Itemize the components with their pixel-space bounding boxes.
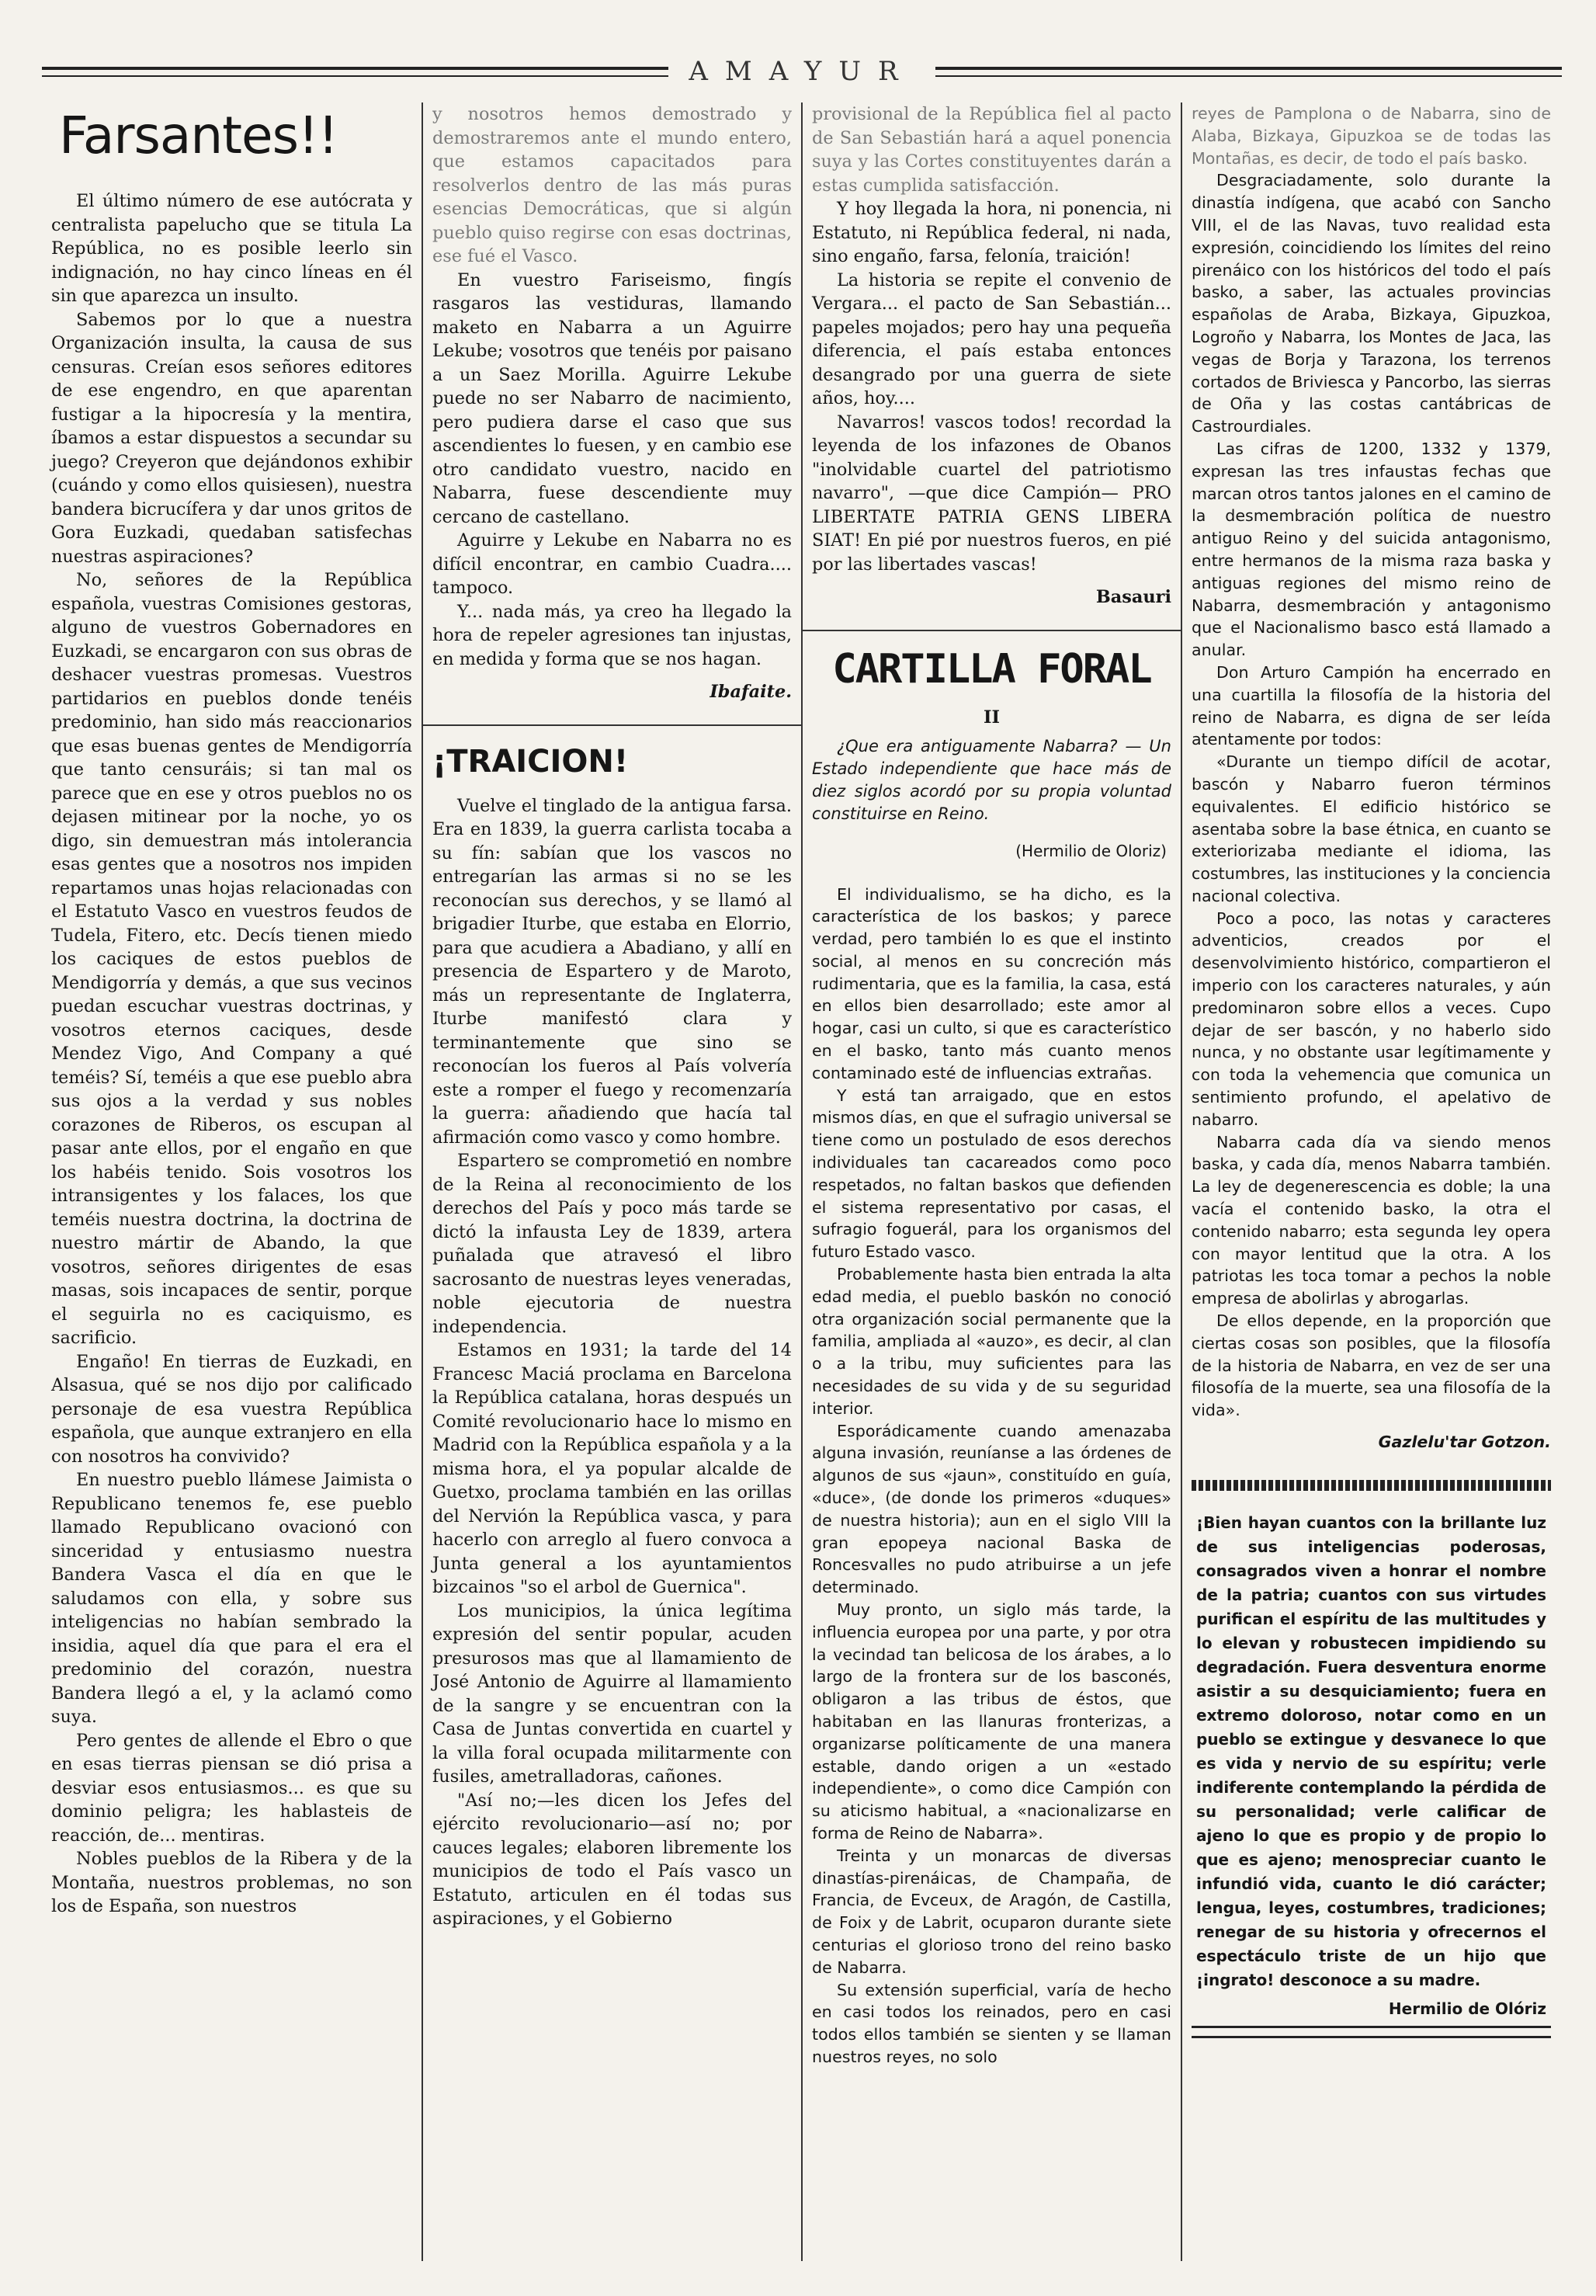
cartilla-paragraph: Y está tan arraigado, que en estos mismos días, en que el sufragio universal se tiene como un postulado de esos derechos individuales tan cacareados como poco respetados, no faltan baskos que defienden el sistema representativo por casas, el sufragio foguerál, para los organismos del futuro Estado vasco. [812, 1085, 1171, 1262]
section-divider [423, 724, 801, 726]
cartilla-paragraph: Nabarra cada día va siendo menos baska, y cada día, menos Nabarra también. La ley de degenerescencia es doble; la una vacía el contenido basko, la otra el contenido nabarro; esta segunda ley opera con mayor lentitud que la otra. A los patriotas les toca tomar a pechos la noble empresa de abolirlas y abrogarlas. [1192, 1132, 1551, 1308]
farsantes-paragraph: En nuestro pueblo llámese Jaimista o Republicano tenemos fe, ese pueblo llamado Republicano ovacionó con sinceridad y entusiasmo nuestra Bandera Vasca el día en que le saludamos con ella, y sobre sus inteligencias no habían sembrado la insidia, aquel día que para el era el predominio del corazón, nuestra Bandera llegó a el, y la aclamó como suya. [51, 1470, 412, 1727]
cartilla-signature: Gazlelu'tar Gotzon. [1378, 1433, 1551, 1452]
article-title-traicion: ¡TRAICION! [432, 743, 629, 780]
farsantes-paragraph: Pero gentes de allende el Ebro o que en esas tierras piensan se dió prisa a desviar esos entusiasmos... es que su dominio peligra; les hablasteis de reacción, de... mentiras. [51, 1730, 412, 1846]
cartilla-paragraph: Treinta y un monarcas de diversas dinastías-pirenáicas, de Champaña, de Francia, de Evceux, de Aragón, de Castilla, de Foix y de Labrit, ocuparon durante siete centurias el glorioso trono del reino basko de Nabarra. [812, 1846, 1171, 1977]
column-1 [42, 102, 422, 2261]
traicion-paragraph: Navarros! vascos todos! recordad la leyenda de los infazones de Obanos "inolvidable cuartel del patriotismo navarro", —que dice Campión— PRO LIBERTATE PATRIA GENS LIBERA SIAT! En pié por nuestros fueros, en pié por las libertades vascas! [812, 412, 1171, 575]
section-divider [803, 630, 1181, 631]
traicion-paragraph: Espartero se comprometió en nombre de la Reina al reconocimiento de los derechos del País y poco más tarde se dictó la infausta Ley de 1839, artera puñalada que atravesó el libro sacrosanto de nuestras leyes veneradas, noble ejecutoria de nuestra independencia. [432, 1151, 792, 1337]
column-2 [422, 102, 801, 2261]
traicion-paragraph: Vuelve el tinglado de la antigua farsa. Era en 1839, la guerra carlista tocaba a su fín: sabían que los vascos no entregarían las armas si no se les reconocían sus derechos, y se llamó al brigadier Iturbe, que estaba en Elorrio, para que acudiera a Abadiano, y allí en presencia de Espartero y de Maroto, más un representante de Inglaterra, Iturbe manifestó clara y terminantemente que sino se reconocían los fueros al País volvería este a romper el fuego y recomenzaría la guerra: añadiendo que hacía tal afirmación como vasco y como hombre. [432, 795, 792, 1148]
traicion-paragraph: Estamos en 1931; la tarde del 14 Francesc Maciá proclama en Barcelona la República catalana, horas después un Comité revolucionario hace lo mismo en Madrid con la República española y a la misma hora, el ya popular alcalde de Guetxo, proclama también en las orillas del Nervión la República vasca, y para hacerlo con arreglo al fuero convoca a Junta general a los ayuntamientos bizcainos "so el arbol de Guernica". [432, 1340, 792, 1597]
cartilla-paragraph: De ellos depende, en la proporción que ciertas cosas son posibles, que la filosofía de la historia de Nabarra, en vez de ser una filosofía de la muerte, sea una filosofía de la vida». [1192, 1311, 1551, 1420]
traicion-paragraph: provisional de la República fiel al pacto de San Sebastián hará a aquel ponencia suya y las Cortes constituyentes darán a estas cumplida satisfacción. [812, 104, 1171, 196]
farsantes-paragraph: y nosotros hemos demostrado y demostraremos ante el mundo entero, que estamos capacitados para resolverlos dentro de las más puras esencias Democráticas, que si algún pueblo quiso regirse con esas doctrinas, ese fué el Vasco. [432, 104, 792, 266]
cartilla-paragraph: Poco a poco, las notas y caracteres adventicios, creados por el desenvolvimiento histórico, compartieron el imperio con los caracteres naturales, y aún predominaron sobre ellos a veces. Cupo dejar de ser bascón, y no haberlo sido nunca, y no obstante usar legítimamente y con toda la vehemencia que comunica un sentimiento profundo, el apelativo de nabarro. [1192, 908, 1551, 1129]
traicion-paragraph: Los municipios, la única legítima expresión del sentir popular, acuden presurosos mas que al llamamiento de José Antonio de Aguirre al llamamiento de la sangre y se encuentran con la Casa de Juntas convertida en cuartel y la villa foral ocupada militarmente con fusiles, ametralladoras, cañones. [432, 1600, 792, 1787]
dotted-divider [1192, 1480, 1551, 1491]
cartilla-part-number: II [984, 707, 1000, 728]
farsantes-paragraph: En vuestro Fariseismo, fingís rasgaros las vestiduras, llamando maketo en Nabarra a un Aguirre Lekube; vosotros que tenéis por paisano a un Saez Morilla. Aguirre Lekube puede no ser Nabarro de nacimiento, pero pudiera darse el caso que sus ascendientes lo fuesen, y en cambio ese otro candidato vuestro, nacido en Nabarra, fuese descendiente muy cercano de castellano. [432, 269, 792, 527]
quote-signature: Hermilio de Olóriz [1388, 1999, 1546, 2018]
article-title-cartilla-foral: CARTILLA FORAL [832, 645, 1151, 693]
cartilla-paragraph: Su extensión superficial, varía de hecho en casi todos los reinados, pero en casi todos ellos también se sienten y se llaman nuestros reyes, no solo [812, 1980, 1171, 2066]
farsantes-paragraph: Engaño! En tierras de Euzkadi, en Alsasua, qué se nos dijo por calificado personaje de esa vuestra República española, que aunque extranjero en ella con nosotros ha convivido? [51, 1351, 412, 1467]
cartilla-paragraph: El individualismo, se ha dicho, es la característica de los baskos; y parece verdad, pero también lo es que el instinto social, al menos en su concreción más rudimentaria, que es la familia, la casa, está en ellos bien desarrollado; este amor al hogar, casi un culto, si que es característico en el basko, tanto más cuanto menos contaminado esté de influencias extrañas. [812, 884, 1171, 1082]
traicion-paragraph: La historia se repite el convenio de Vergara... el pacto de San Sebastián... papeles mojados; pero hay una pequeña diferencia, el país estaba entonces desangrado por una guerra de siete años, hoy.... [812, 269, 1171, 408]
column-4 [1181, 102, 1560, 2261]
traicion-signature: Basauri [1095, 587, 1171, 607]
columns [42, 102, 1562, 2261]
cartilla-paragraph: Probablemente hasta bien entrada la alta edad media, el pueblo baskón no conoció otra organización social permanente que la familia, ampliada al «auzo», es decir, al clan o a la tribu, muy suficientes para las necesidades de su vida y de su seguridad interior. [812, 1265, 1171, 1418]
farsantes-paragraph: El último número de ese autócrata y centralista papelucho que se titula La República, no es posible leerlo sin indignación, no hay cinco líneas en él sin que aparezca un insulto. [51, 191, 412, 306]
double-rule-divider [1192, 2026, 1551, 2038]
cartilla-paragraph: «Durante un tiempo difícil de acotar, bascón y Nabarro fueron términos equivalentes. El edificio histórico se asentaba sobre la base étnica, en cuanto se exteriorizaba mediante el idioma, las costumbres, las instituciones y la conciencia nacional colectiva. [1192, 752, 1551, 905]
farsantes-signature: Ibafaite. [710, 682, 792, 702]
traicion-paragraph: "Así no;—les dicen los Jefes del ejército revolucionario—así no; por cauces legales; elaboren libremente los municipios de todo el País vasco un Estatuto, articulen en él todas sus aspiraciones, y el Gobierno [432, 1790, 792, 1929]
cartilla-paragraph: reyes de Pamplona o de Nabarra, sino de Alaba, Bizkaya, Gipuzkoa se de todas las Montañas, es decir, de todo el país basko. [1192, 104, 1551, 168]
farsantes-paragraph: Sabemos por lo que a nuestra Organización insulta, la causa de sus censuras. Creían esos señores editores de ese engendro, en que aparentan fustigar a la hipocresía y la mentira, íbamos a estar dispuestos a secundar su juego? Creyeron que dejándonos exhibir (cuándo y como ellos quisiesen), nuestra bandera bicrucífera y dar unos gritos de Gora Euzkadi, quedaban satisfechas nuestras aspiraciones? [51, 309, 412, 567]
traicion-paragraph: Y hoy llegada la hora, ni ponencia, ni Estatuto, ni República federal, ni nada, sino engaño, farsa, felonía, traición! [812, 199, 1171, 266]
cartilla-attribution: (Hermilio de Oloriz) [1015, 842, 1167, 860]
article-title-farsantes: Farsantes!! [59, 106, 338, 165]
column-3 [801, 102, 1181, 2261]
cartilla-paragraph: Muy pronto, un siglo más tarde, la influencia europea por una parte, y por otra la vecindad tan belicosa de los árabes, a lo largo de la frontera sur de los basconés, obligaron a las tribus de éstos, que habitaban en las llanuras fronterizas, a organizarse políticamente de una manera estable, dando origen a un «estado independiente», o como dice Campión con su aticismo habitual, a «nacionalizarse en forma de Reino de Nabarra». [812, 1600, 1171, 1843]
farsantes-paragraph: No, señores de la República española, vuestras Comisiones gestoras, alguno de vuestros Gobernadores en Euzkadi, se encargaron con sus obras de deshacer vuestras promesas. Vuestros partidarios en pueblos donde tenéis predominio, han sido más reaccionarios que esas buenas gentes de Mendigorría que tanto censuráis; si tan mal os parece que en ese y otros pueblos no os dejasen mitinear por la noche, yo os digo, sin demuestran más intolerancia esas gentes que a nosotros nos impiden repartamos unas hojas relacionadas con el Estatuto Vasco en vuestros feudos de Tudela, Fitero, etc. Decís tienen miedo los caciques de estos pueblos de Mendigorría y demás, a que sus vecinos puedan escuchar vuestras doctrinas, y vosotros eternos caciques, desde Mendez Vigo, And Company a qué teméis? Sí, teméis a que ese pueblo abra sus ojos a la verdad y sus nobles corazones de Riberos, os escupan al pasar ante ellos, por el engaño en que los habéis tenido. Sois vosotros los intransigentes y los falaces, los que teméis nuestra doctrina, la doctrina de nuestro mártir de Abando, la que vosotros, señores dirigentes de esas masas, sois incapaces de sentir, porque el seguirla no es caciquismo, es sacrificio. [51, 570, 412, 1348]
masthead-rule-left [42, 67, 668, 77]
quote-text: ¡Bien hayan cuantos con la brillante luz de sus inteligencias poderosas, consagrados viven a honrar el nombre de la patria; cuantos con sus virtudes purifican el espíritu de las multitudes y lo elevan y robustecen impidiendo su degradación. Fuera desventura enorme asistir a su desquiciamiento; fuera en extremo doloroso, notar como en un pueblo se extingue y desvanece lo que es vida y nervio de su espíritu; verle indiferente contemplando la pérdida de su personalidad; verle calificar de ajeno lo que es propio y de propio lo que es ajeno; menospreciar cuanto le infundió vida, cuanto le dió carácter; lengua, leyes, costumbres, tradiciones; renegar de su historia y ofrecernos el espectáculo triste de un hijo que ¡ingrato! desconoce a su madre. [1196, 1513, 1546, 1989]
cartilla-paragraph: Desgraciadamente, solo durante la dinastía indígena, que acabó con Sancho VIII, el de las Navas, tuvo realidad esta expresión, coincidiendo los límites del reino pirenáico con los históricos del todo el país basko, a saber, las actuales provincias españolas de Araba, Bizkaya, Gipuzkoa, Logroño y Nabarra, los Montes de Jaca, las vegas de Borja y Tarazona, los terrenos cortados de Briviesca y Pancorbo, las sierras de Oña y las costas cantábricas de Castrourdiales. [1192, 171, 1551, 436]
cartilla-paragraph: Las cifras de 1200, 1332 y 1379, expresan las tres infaustas fechas que marcan otros tantos jalones en el camino de la desmembración política de nuestro antiguo Reino y del suicida antagonismo, entre hermanos de la misma raza baska y antiguas regiones del mismo reino de Nabarra, desmembración y antagonismo que el Nacionalismo basco está llamado a anular. [1192, 439, 1551, 660]
masthead-rule-right [935, 67, 1562, 77]
masthead [42, 54, 1562, 89]
farsantes-paragraph: Y... nada más, ya creo ha llegado la hora de repeler agresiones tan injustas, en medida y forma que se nos hagan. [432, 601, 792, 669]
cartilla-subtitle: ¿Que era antiguamente Nabarra? — Un Estado independiente que hace más de diez siglos acordó por su propia voluntad constituirse en Reino. [812, 737, 1171, 823]
cartilla-paragraph: Don Arturo Campión ha encerrado en una cuartilla la filosofía de la historia del reino de Nabarra, es digna de ser leída atentamente por todos: [1192, 662, 1551, 749]
cartilla-paragraph: Esporádicamente cuando amenazaba alguna invasión, reuníanse a las órdenes de algunos de sus «jaun», constituído en guía, «duce», (de donde los primeros «duques» de nuestra historia); aun en el siglo VIII la gran epopeya nacional Baska de Roncesvalles no pudo atribuirse a un jefe determinado. [812, 1421, 1171, 1597]
masthead-title: AMAYUR [689, 56, 915, 87]
farsantes-paragraph: Nobles pueblos de la Ribera y de la Montaña, nuestros problemas, no son los de España, son nuestros [51, 1849, 412, 1916]
quote-box [1196, 1511, 1546, 2021]
farsantes-paragraph: Aguirre y Lekube en Nabarra no es difícil encontrar, en cambio Cuadra.... tampoco. [432, 530, 792, 598]
